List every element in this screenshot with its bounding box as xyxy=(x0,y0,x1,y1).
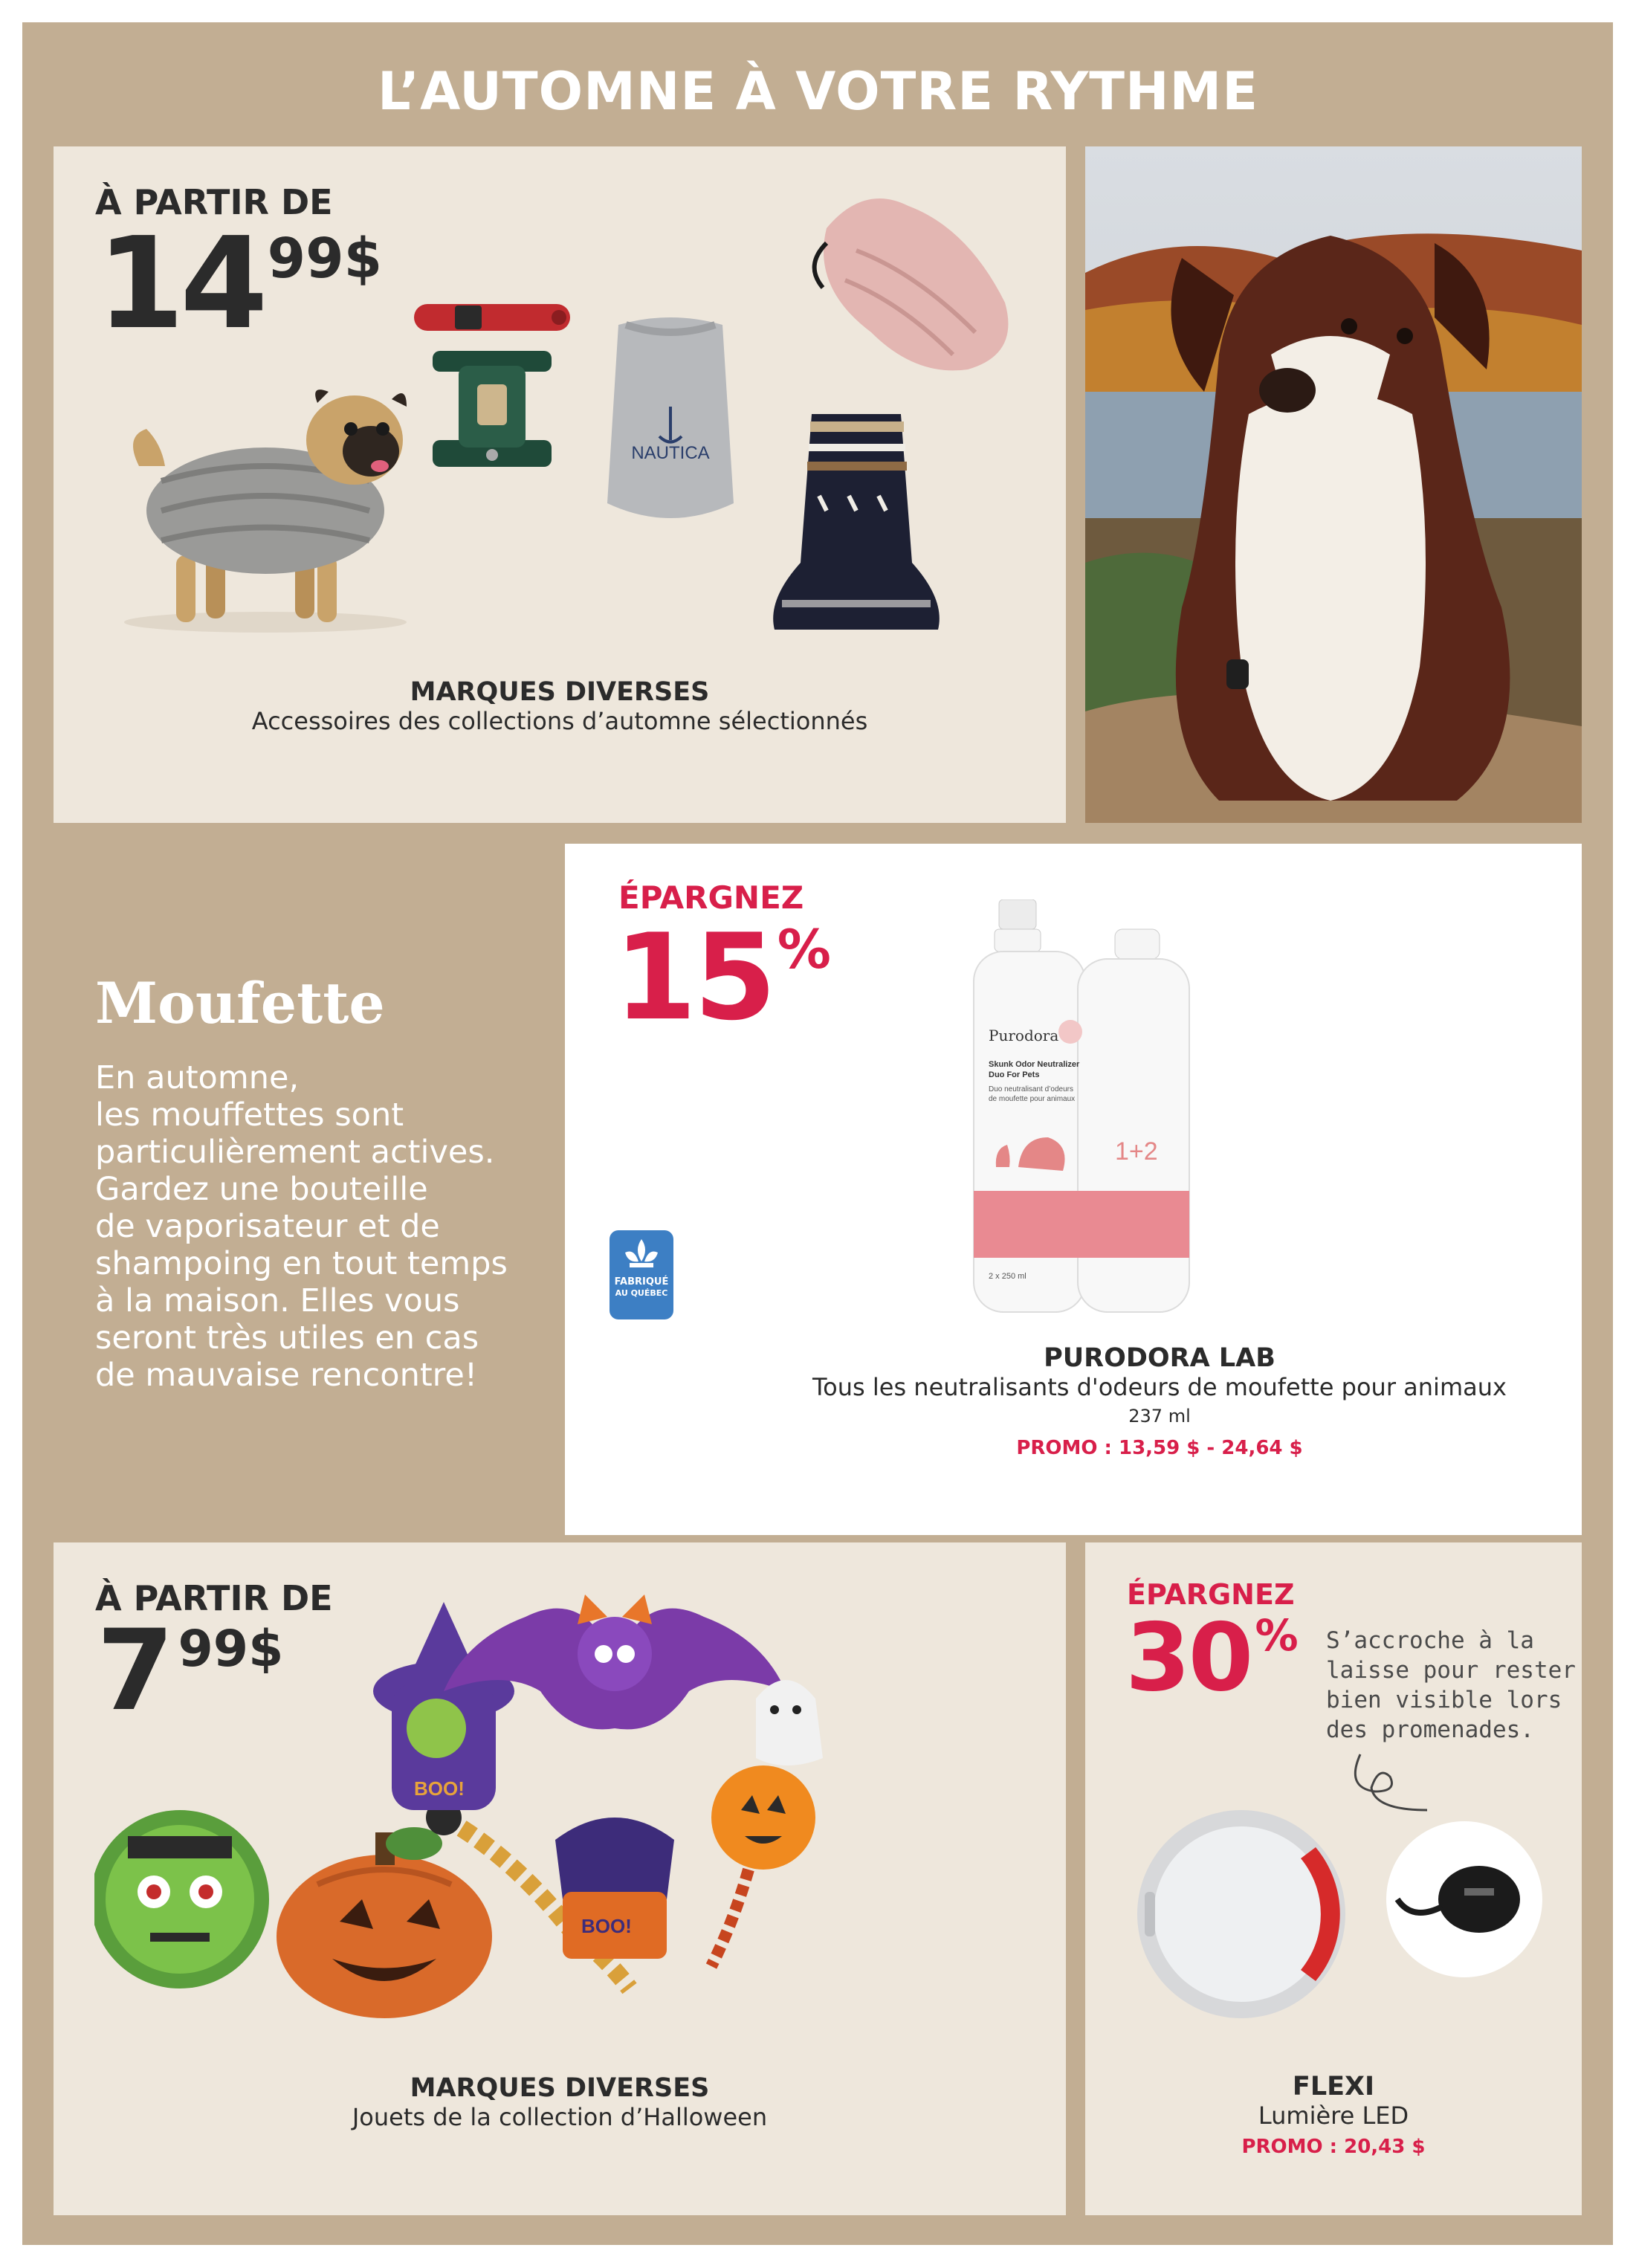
bottle-line: Duo For Pets xyxy=(989,1070,1040,1079)
price-main: 7 xyxy=(97,1606,175,1736)
price-cents: 99$ xyxy=(267,227,383,291)
moufette-line: particulièrement actives. xyxy=(95,1134,495,1171)
moufette-text xyxy=(95,1059,541,1394)
purodora-description: Tous les neutralisants d'odeurs de moufette pour animaux xyxy=(812,1373,1507,1401)
flexi-note xyxy=(1326,1626,1579,1745)
halloween-toys-image xyxy=(94,1572,1024,2048)
grey-sweater-image xyxy=(596,310,745,548)
badge-line: FABRIQUÉ xyxy=(614,1276,669,1288)
bottle-line: de moufette pour animaux xyxy=(989,1095,1076,1103)
bottle-line: Duo neutralisant d’odeurs xyxy=(989,1085,1073,1093)
purodora-save-percent xyxy=(614,908,831,1047)
moufette-line: à la maison. Elles vous xyxy=(95,1282,460,1319)
fleur-de-lis-icon xyxy=(619,1236,664,1273)
purodora-panel xyxy=(565,844,1582,1535)
flexi-brand: FLEXI xyxy=(1292,2072,1375,2101)
flexi-leash-image xyxy=(1383,1818,1546,1981)
flexi-panel xyxy=(1085,1542,1582,2215)
bottle-count-text: 1+2 xyxy=(1115,1137,1158,1166)
purodora-brand: PURODORA LAB xyxy=(1044,1343,1276,1373)
fall-accessories-panel xyxy=(54,146,1066,823)
toy-boo-text: BOO! xyxy=(581,1915,632,1937)
red-collar-image xyxy=(410,295,574,340)
price-cents: 99$ xyxy=(178,1620,284,1679)
from-price-label: À PARTIR DE xyxy=(95,1578,333,1618)
curly-arrow-icon xyxy=(1345,1751,1435,1818)
flexi-note-line: des promenades. xyxy=(1326,1716,1534,1743)
flexi-save-unit: % xyxy=(1255,1610,1299,1661)
fall-accessories-description: Accessoires des collections d’automne sélectionnés xyxy=(251,707,868,735)
from-price-label: À PARTIR DE xyxy=(95,182,333,222)
purodora-save-label: ÉPARGNEZ xyxy=(618,879,804,916)
toy-boo-text: BOO! xyxy=(414,1777,465,1800)
sweater-brand-text: NAUTICA xyxy=(631,443,710,463)
fall-accessories-brand: MARQUES DIVERSES xyxy=(410,677,710,707)
purodora-bottles-image xyxy=(966,899,1204,1316)
badge-line: AU QUÉBEC xyxy=(615,1288,668,1298)
moufette-line: de vaporisateur et de xyxy=(95,1208,440,1245)
purodora-save-unit: % xyxy=(777,918,831,980)
bottle-volume-text: 2 x 250 ml xyxy=(989,1272,1026,1281)
flexi-description: Lumière LED xyxy=(1258,2101,1409,2130)
purodora-promo: PROMO : 13,59 $ - 24,64 $ xyxy=(1016,1437,1303,1459)
dog-photo xyxy=(1085,146,1582,823)
moufette-line: les mouffettes sont xyxy=(95,1096,404,1134)
flexi-promo: PROMO : 20,43 $ xyxy=(1241,2136,1426,2158)
halloween-brand: MARQUES DIVERSES xyxy=(410,2073,710,2103)
green-harness-image xyxy=(418,343,566,485)
purodora-save-value: 15 xyxy=(614,908,774,1047)
price-main: 14 xyxy=(97,210,264,358)
flexi-note-line: bien visible lors xyxy=(1326,1687,1562,1713)
knit-dress-image xyxy=(767,399,945,637)
flexi-note-line: laisse pour rester xyxy=(1326,1657,1576,1684)
flexi-save-label: ÉPARGNEZ xyxy=(1127,1578,1295,1611)
halloween-toys-panel xyxy=(54,1542,1066,2215)
bottle-line: Skunk Odor Neutralizer xyxy=(989,1060,1080,1069)
purodora-size: 237 ml xyxy=(1128,1406,1191,1427)
moufette-line: shampoing en tout temps xyxy=(95,1245,508,1282)
moufette-line: Gardez une bouteille xyxy=(95,1171,428,1208)
moufette-line: seront très utiles en cas xyxy=(95,1319,479,1357)
pink-coat-image xyxy=(782,184,1027,399)
led-light-image xyxy=(1130,1803,1353,2026)
halloween-description: Jouets de la collection d’Halloween xyxy=(352,2103,768,2131)
moufette-info-panel xyxy=(54,844,550,1522)
flexi-note-line: S’accroche à la xyxy=(1326,1627,1534,1654)
moufette-title: Moufette xyxy=(95,970,385,1036)
made-in-quebec-badge xyxy=(610,1230,673,1319)
flexi-save-percent xyxy=(1125,1603,1299,1712)
bottle-brand-text: Purodora xyxy=(989,1027,1059,1044)
moufette-line: de mauvaise rencontre! xyxy=(95,1357,478,1394)
page-title: L’AUTOMNE À VOTRE RYTHME xyxy=(377,61,1259,122)
pug-sweater-image xyxy=(94,369,436,637)
moufette-line: En automne, xyxy=(95,1059,300,1096)
price-tag xyxy=(97,210,383,358)
flexi-save-value: 30 xyxy=(1125,1603,1252,1712)
